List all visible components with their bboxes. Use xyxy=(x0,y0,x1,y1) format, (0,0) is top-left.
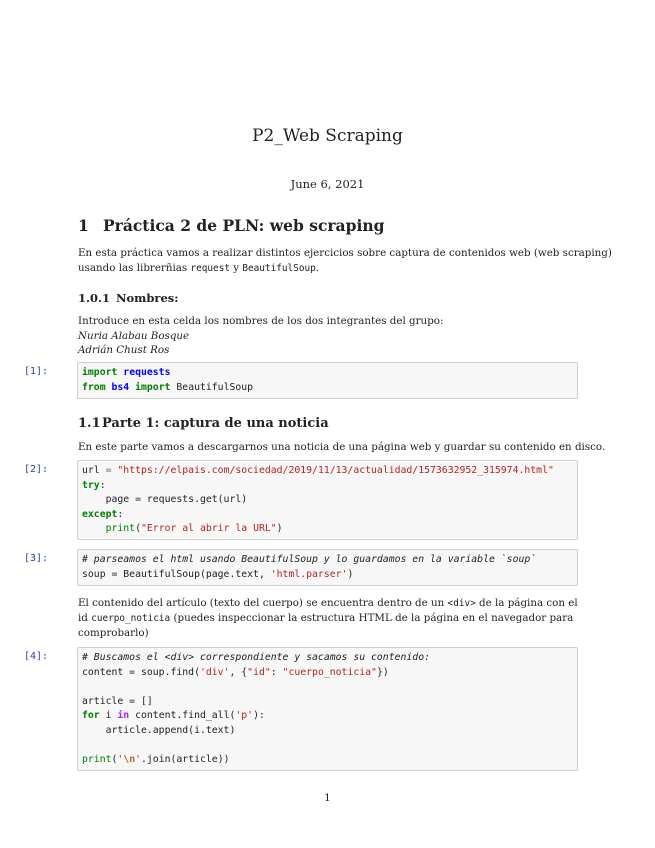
code-indent xyxy=(82,523,106,534)
keyword: from xyxy=(82,381,106,393)
section-heading-1 xyxy=(78,216,384,235)
subsubsection-number: 1.0.1 xyxy=(78,291,111,305)
code-line: page = requests.get(url) xyxy=(82,494,248,505)
code-cuerpo-noticia: cuerpo_noticia xyxy=(91,613,171,624)
string-literal: 'p' xyxy=(235,710,254,721)
code-cell-3[interactable] xyxy=(77,549,578,586)
article-paragraph xyxy=(78,596,578,641)
part1-paragraph xyxy=(78,440,606,455)
code-cell-4[interactable] xyxy=(77,647,578,771)
code-text: ) xyxy=(276,523,283,534)
operator: in xyxy=(117,710,130,721)
code-line xyxy=(82,753,573,768)
subsection-number: 1.1 xyxy=(78,416,101,431)
code-line xyxy=(82,666,573,681)
code-line xyxy=(82,479,573,494)
cell-prompt-2: [2]: xyxy=(24,464,49,475)
builtin-function: print xyxy=(82,753,112,765)
code-text: ( xyxy=(111,753,118,765)
string-literal: "Error al abrir la URL" xyxy=(141,523,277,534)
code-text: BeautifulSoup xyxy=(170,381,254,393)
keyword: import xyxy=(135,381,171,393)
member-name-2: Adrián Chust Ros xyxy=(78,344,170,356)
keyword: import xyxy=(82,367,118,378)
section-number: 1 xyxy=(78,216,89,235)
article-text: id xyxy=(78,612,92,624)
string-literal: 'div' xyxy=(199,666,230,678)
code-text: ): xyxy=(253,710,265,721)
article-line-2 xyxy=(78,611,578,626)
module-name: bs4 xyxy=(111,381,130,393)
intro-paragraph xyxy=(78,246,612,276)
part1-text: En este parte vamos a descargarnos una noticia de una página web y guardar su contenido en disco. xyxy=(78,441,606,453)
article-text: de la página con el xyxy=(475,597,578,609)
code-cell-1[interactable] xyxy=(77,362,578,399)
code-text: : xyxy=(99,479,106,491)
string-literal: ' xyxy=(135,753,142,765)
code-text: ( xyxy=(135,523,141,534)
code-text: , { xyxy=(229,666,248,678)
article-line-3: comprobarlo) xyxy=(78,627,149,639)
cell-prompt-4: [4]: xyxy=(24,651,49,662)
code-line xyxy=(82,568,573,583)
code-beautifulsoup: BeautifulSoup xyxy=(242,263,316,274)
code-cell-2[interactable] xyxy=(77,460,578,540)
code-text: : xyxy=(270,666,283,678)
article-text: (puedes inspeccionar la estructura HTML de la página en el navegador para xyxy=(170,612,574,624)
intro-text: usando las librerñias xyxy=(78,262,191,274)
code-line xyxy=(82,522,573,537)
builtin-function: print xyxy=(105,523,136,534)
code-text: : xyxy=(117,508,124,520)
subsection-title: Parte 1: captura de una noticia xyxy=(102,416,329,431)
operator: = xyxy=(105,465,112,476)
module-name: requests xyxy=(123,367,171,378)
code-text: i xyxy=(99,710,118,721)
code-blank-line xyxy=(82,680,573,695)
code-request: request xyxy=(190,263,230,274)
keyword: try xyxy=(82,479,100,491)
member-name-1: Nuria Alabau Bosque xyxy=(78,330,190,342)
code-comment: # parseamos el html usando BeautifulSoup y lo guardamos en la variable `soup` xyxy=(82,554,537,565)
code-line xyxy=(82,508,573,523)
code-div: <div> xyxy=(447,598,476,609)
document-date: June 6, 2021 xyxy=(290,177,365,191)
document-title: P2_Web Scraping xyxy=(252,126,403,146)
page-number: 1 xyxy=(324,792,331,804)
intro-line-1: En esta práctica vamos a realizar distintos ejercicios sobre captura de contenidos web (web scraping) xyxy=(78,247,612,259)
keyword: for xyxy=(82,710,100,721)
cell-prompt-3: [3]: xyxy=(24,553,49,564)
code-line xyxy=(82,381,573,396)
intro-text: . xyxy=(315,262,320,274)
string-literal: 'html.parser' xyxy=(270,568,348,580)
section-title: Práctica 2 de PLN: web scraping xyxy=(103,216,385,235)
cell-prompt-1: [1]: xyxy=(24,366,49,377)
code-text: .join(article)) xyxy=(141,753,230,765)
code-line xyxy=(82,709,573,724)
subsubsection-heading-names xyxy=(78,291,179,305)
code-blank-line xyxy=(82,738,573,753)
escape-sequence: \n xyxy=(123,753,136,765)
string-literal: "id" xyxy=(247,666,271,678)
code-line xyxy=(82,464,573,479)
string-literal: "cuerpo_noticia" xyxy=(282,666,377,678)
code-text: content = soup.find( xyxy=(82,666,200,678)
subsection-heading-1-1 xyxy=(78,416,329,431)
code-line: article.append(i.text) xyxy=(82,724,236,736)
names-intro: Introduce en esta celda los nombres de los dos integrantes del grupo: xyxy=(78,315,444,327)
names-paragraph xyxy=(78,314,578,357)
code-text: url xyxy=(82,465,106,476)
intro-line-2 xyxy=(78,261,578,276)
code-line xyxy=(82,366,573,381)
article-line-1 xyxy=(78,596,578,611)
code-text: content.find_all( xyxy=(129,710,236,721)
string-literal: "https://elpais.com/sociedad/2019/11/13/actualidad/1573632952_315974.html" xyxy=(111,465,554,476)
code-text: }) xyxy=(376,666,389,678)
string-literal: ' xyxy=(117,753,124,765)
intro-text: y xyxy=(230,262,243,274)
code-comment: # Buscamos el <div> correspondiente y sacamos su contenido: xyxy=(82,652,430,663)
code-line: article = [] xyxy=(82,695,153,707)
code-text: ) xyxy=(347,568,354,580)
subsubsection-title: Nombres: xyxy=(116,291,179,305)
article-text: El contenido del artículo (texto del cuerpo) se encuentra dentro de un xyxy=(78,597,448,609)
code-text: soup = BeautifulSoup(page.text, xyxy=(82,568,271,580)
keyword: except xyxy=(82,508,118,520)
